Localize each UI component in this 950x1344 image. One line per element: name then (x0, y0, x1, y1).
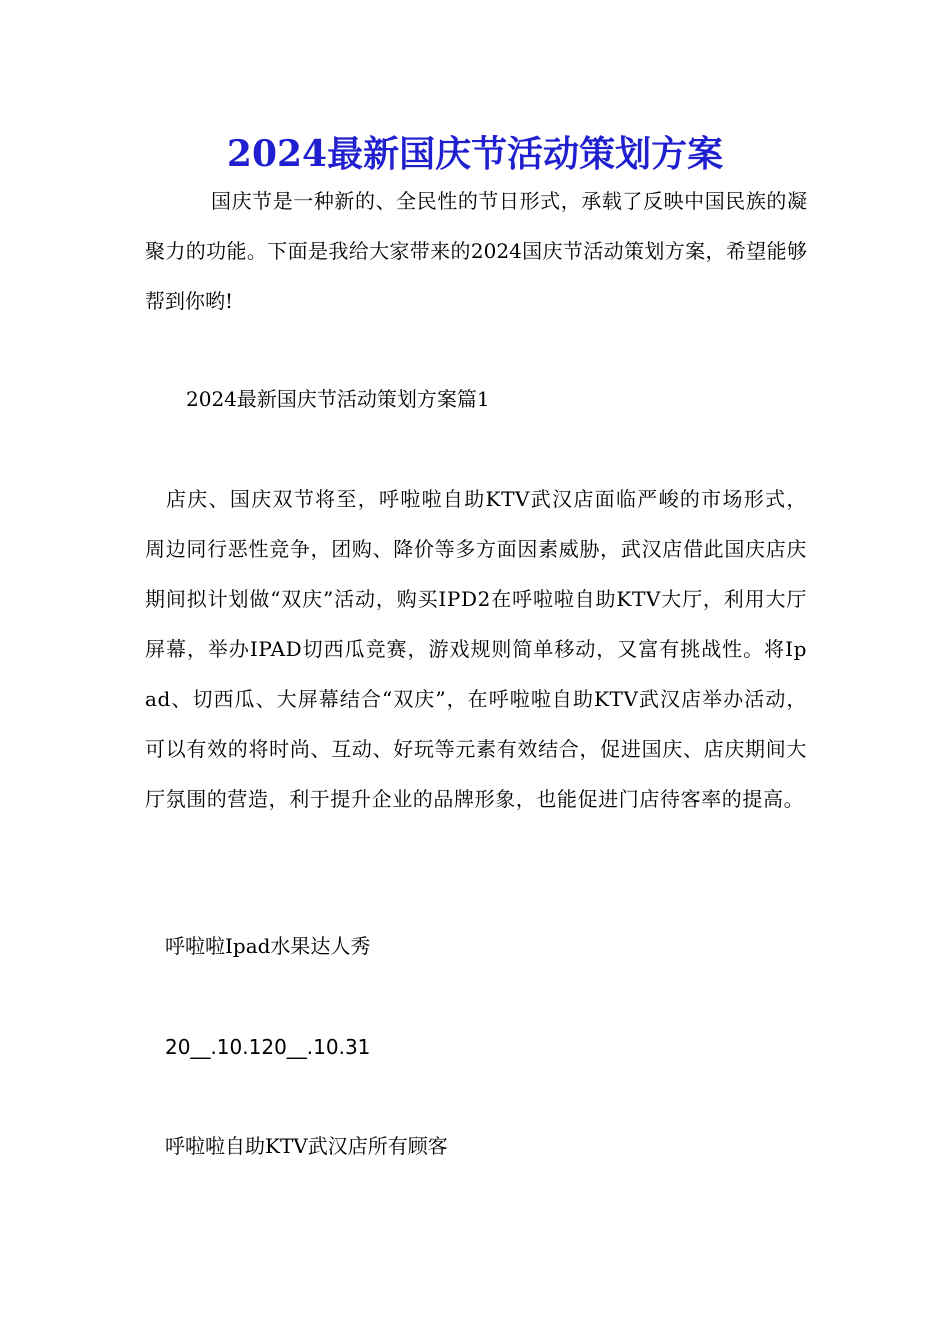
activity-name: 呼啦啦Ipad水果达人秀 (165, 934, 371, 958)
activity-date: 20__.10.120__.10.31 (165, 1035, 371, 1059)
document-title: 2024最新国庆节活动策划方案 (226, 133, 724, 175)
section-heading: 2024最新国庆节活动策划方案篇1 (186, 387, 490, 411)
body-paragraph: 店庆、国庆双节将至，呼啦啦自助KTV武汉店面临严峻的市场形式，周边同行恶性竞争，团购、降价等多方面因素威胁，武汉店借此国庆店庆期间拟计划做“双庆”活动，购买IPD2在呼啦啦自助KTV大厅，利用大厅屏幕，举办IPAD切西瓜竞赛，游戏规则简单移动，又富有挑战性。将Ipad、切西瓜、大屏幕结合“双庆”，在呼啦啦自助KTV武汉店举办活动，可以有效的将时尚、互动、好玩等元素有效结合，促进国庆、店庆期间大厅氛围的营造，利于提升企业的品牌形象，也能促进门店待客率的提高。 (145, 487, 807, 811)
activity-audience: 呼啦啦自助KTV武汉店所有顾客 (165, 1134, 448, 1158)
intro-paragraph: 国庆节是一种新的、全民性的节日形式，承载了反映中国民族的凝聚力的功能。下面是我给大家带来的2024国庆节活动策划方案，希望能够帮到你哟! (145, 189, 807, 313)
